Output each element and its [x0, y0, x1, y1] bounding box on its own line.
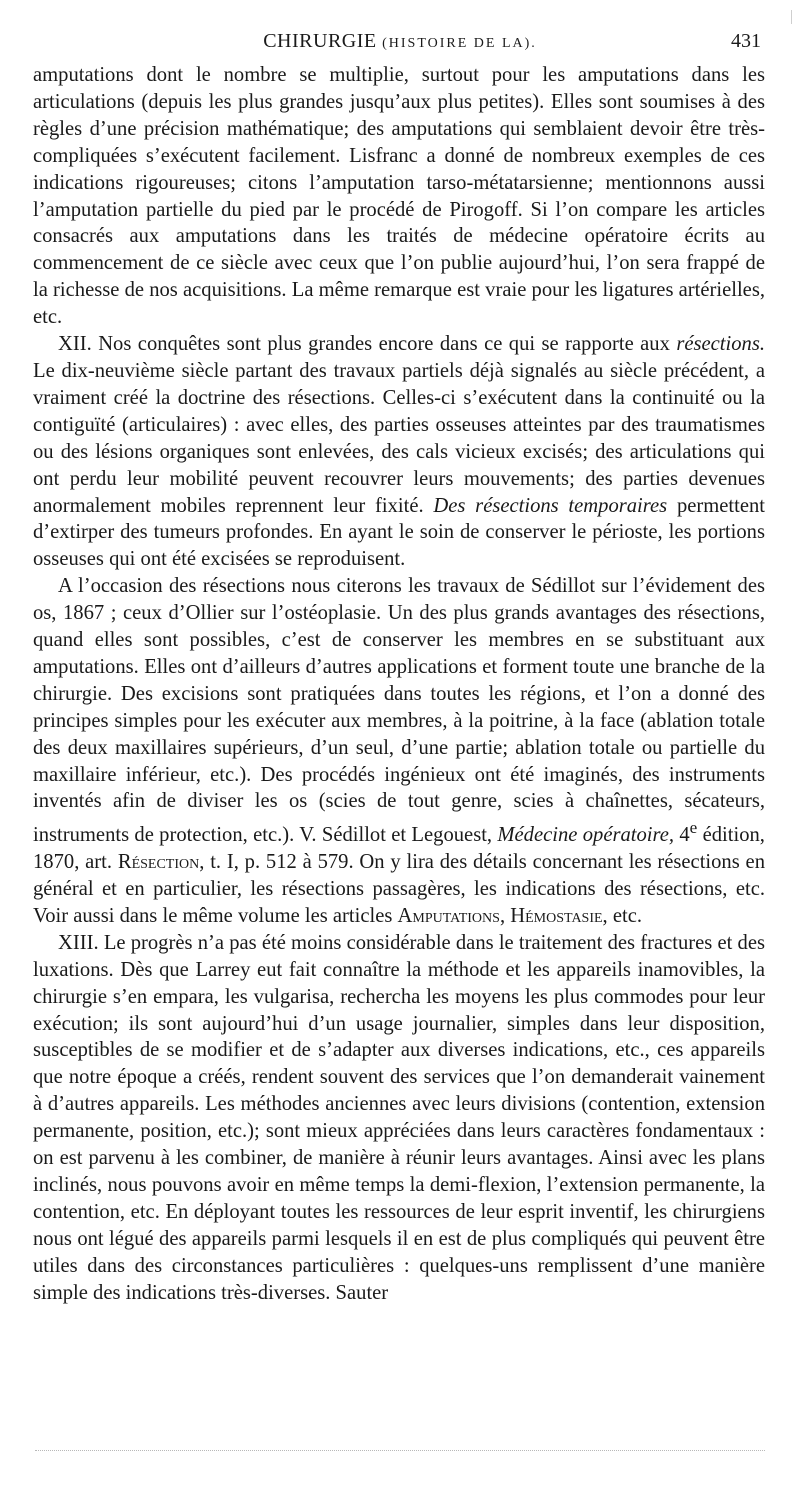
paragraph-resections-text-c: permettent d’extirper des tumeurs profondes. En ayant le soin de conserver le périoste, les portions osseuses qui ont été excisées se reproduisent. — [33, 494, 765, 571]
running-head-title: CHIRURGIE — [263, 30, 377, 52]
edition-number: 4 — [679, 824, 690, 847]
emphasis-resections-temporaires: Des résections temporaires — [433, 494, 668, 517]
paragraph-sedillot-text-d: t. I, p. 512 à 579. On y lira des détails concernant les résections en général et en particulier, les résections passagères, les indications des résections, etc. Voir aussi dans le même volume les articles — [33, 851, 765, 927]
paragraph-sedillot-text-e: etc. — [612, 904, 643, 927]
paragraph-fractures — [33, 930, 765, 1307]
section-number-xiii: XIII. — [58, 931, 99, 954]
article-resection: Résection, — [117, 851, 205, 874]
paragraph-amputations — [33, 62, 765, 331]
paragraph-sedillot-text-c: édition, 1870, art. — [33, 824, 765, 874]
paragraph-sedillot-text-a: A l’occasion des résections nous citerons les travaux de Sédillot sur l’évidement des os, 1867 ; ceux d’Ollier sur l’ostéoplasie. Un des plus grands avantages des résections, quand elles sont possibles, c’est de conserver les membres en se substituant aux amputations. Elles ont d’ailleurs d’autres applications et forment toute une branche de la chirurgie. Des excisions sont pratiquées dans toutes les régions, et l’on a donné des principes simples pour les exécuter aux membres, à la poitrine, à la face (ablation totale des deux maxillaires supérieurs, d’un seul, d’une partie; ablation totale ou partielle du maxillaire inférieur, etc.). Des procédés ingénieux ont été imaginés, des instruments inventés afin de diviser les os (scies de tout genre, scies à chaînettes, sécateurs, instruments de protection, etc.). V. Sédillot et Legouest, — [33, 575, 765, 847]
paragraph-resections-text-b: Le dix-neuvième siècle partant des travaux partiels déjà signalés au siècle précédent, a vraiment créé la doctrine des résections. Celles-ci s’exécutent dans la continuité ou la contiguïté (articulaires) : avec elles, des parties osseuses atteintes par des traumatismes ou des lésions organiques sont enlevées, des cals vicieux excisés; des articulations qui ont perdu leur mobilité peuvent recouvrer leurs mouvements; des parties devenues anormalement mobiles reprennent leur fixité. — [33, 359, 765, 517]
paragraph-resections — [33, 331, 765, 573]
emphasis-resections: résections. — [676, 333, 765, 356]
edition-superscript: e — [689, 818, 698, 838]
running-head — [33, 30, 767, 53]
running-head-subtitle: (HISTOIRE DE LA). — [382, 36, 537, 51]
body-text — [33, 62, 765, 1307]
footer-dotted-rule — [35, 1450, 765, 1451]
paragraph-fractures-text: Le progrès n’a pas été moins considérable dans le traitement des fractures et des luxations. Dès que Larrey eut fait connaître la méthode et les appareils inamovibles, la chirurgie s’en empara, les vulgarisa, rechercha les moyens les plus commodes pour leur exécution; ils sont aujourd’hui d’un usage journalier, simples dans leur disposition, susceptibles de se modifier et de s’adapter aux diverses indications, etc., ces appareils que notre époque a créés, rendent souvent des services que l’on demanderait vainement à d’autres appareils. Les méthodes anciennes avec leurs divisions (contention, extension permanente, position, etc.); sont mieux appréciées dans leurs caractères fondamentaux : on est parvenu à les combiner, de manière à réunir leurs avantages. Ainsi avec les plans inclinés, nous pouvons avoir en même temps la demi-flexion, l’extension permanente, la contention, etc. En déployant toutes les ressources de leur esprit inventif, les chirurgiens nous ont légué des appareils parmi lesquels il en est de plus compliqués qui peuvent être utiles dans des circonstances particulières : quelques-uns remplissent d’une manière simple des indications très-diverses. Sauter — [33, 931, 765, 1304]
article-amputations: Amputations, — [397, 904, 506, 927]
section-number-xii: XII. — [58, 333, 92, 356]
citation-medecine-operatoire: Médecine opératoire, — [497, 824, 675, 847]
paragraph-amputations-text: amputations dont le nombre se multiplie, surtout pour les amputations dans les articulations (depuis les plus grandes jusqu’aux plus petites). Elles sont soumises à des règles d’une précision mathématique; des amputations qui semblaient devoir être très-compliquées s’exécutent facilement. Lisfranc a donné de nombreux exemples de ces indications rigoureuses; citons l’amputation tarso-métatarsienne; mentionnons aussi l’amputation partielle du pied par le procédé de Pirogoff. Si l’on compare les articles consacrés aux amputations dans les traités de médecine opératoire écrits au commencement de ce siècle avec ceux que l’on publie aujourd’hui, l’on sera frappé de la richesse de nos acquisitions. La même remarque est vraie pour les ligatures artérielles, etc. — [33, 64, 765, 329]
margin-mark — [791, 10, 792, 24]
article-hemostasie: Hémostasie, — [510, 904, 608, 927]
page-header — [33, 30, 767, 60]
paragraph-resections-text-a: Nos conquêtes sont plus grandes encore dans ce qui se rapporte aux — [98, 333, 670, 356]
paragraph-sedillot — [33, 573, 765, 930]
page-number: 431 — [731, 30, 761, 52]
